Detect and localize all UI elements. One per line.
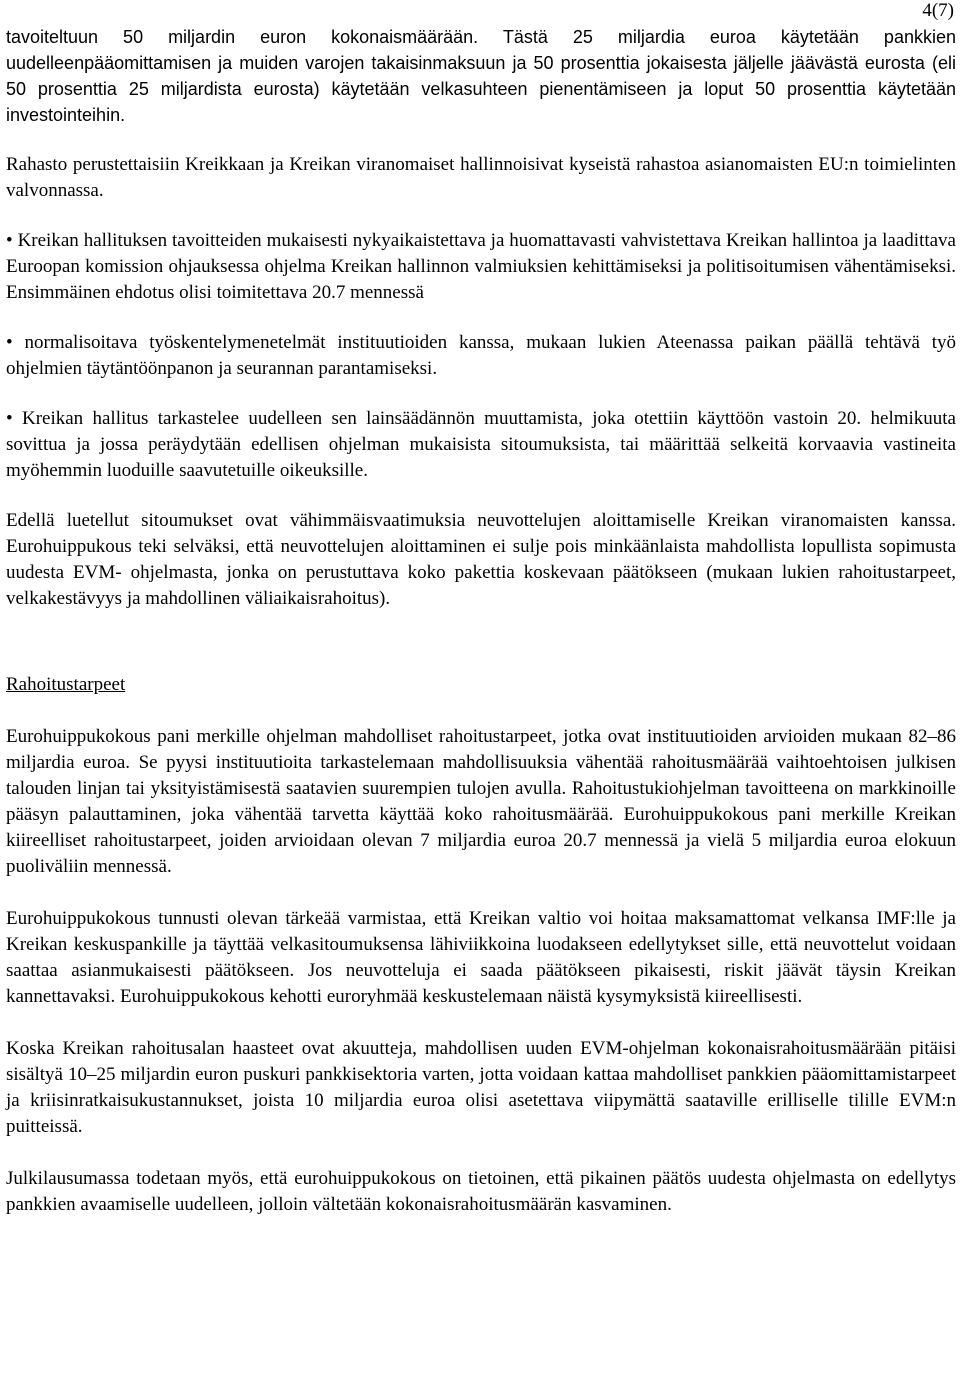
bullet-item-working-methods: • normalisoitava työskentelymenetelmät instituutioiden kanssa, mukaan lukien Ateenassa paikan päällä tehtävä työ ohjelmien täytäntöönpanon ja seurannan parantamiseksi. bbox=[6, 332, 956, 379]
bullet-item-legislation-review: • Kreikan hallitus tarkastelee uudelleen sen lainsäädännön muuttamista, joka otettiin käyttöön vastoin 20. helmikuuta sovittua ja jossa peräydytään edellisen ohjelman mukaisista sitoumuksista, tai määrittää selkeitä korvaavia vastineita myöhemmin luoduille saavutetuille oikeuksille. bbox=[6, 408, 956, 481]
bullet-item-administration-reform: • Kreikan hallituksen tavoitteiden mukaisesti nykyaikaistettava ja huomattavasti vahvistettava Kreikan hallintoa ja laadittava Euroopan komission ohjauksessa ohjelma Kreikan hallinnon valmiuksien kehittämiseksi ja politisoitumisen vähentämiseksi. Ensimmäinen ehdotus olisi toimitettava 20.7 mennessä bbox=[6, 230, 956, 303]
paragraph-commitments: Edellä luetellut sitoumukset ovat vähimmäisvaatimuksia neuvottelujen aloittamiselle Kreikan viranomaisten kanssa. Eurohuippukous teki selväksi, että neuvottelujen aloittaminen ei sulje pois minkäänlaista mahdollista lopullista sopimusta uudesta EVM- ohjelmasta, jonka on perustuttava koko pakettia koskevaan päätökseen (mukaan lukien rahoitustarpeet, velkakestävyys ja mahdollinen väliaikaisrahoitus). bbox=[6, 510, 956, 609]
paragraph-declaration: Julkilausumassa todetaan myös, että eurohuippukokous on tietoinen, että pikainen päätös uudesta ohjelmasta on edellytys pankkien avaamiselle uudelleen, jolloin vältetään kokonaisrahoitusmäärän kasvaminen. bbox=[6, 1168, 956, 1215]
paragraph-fund-administration: Rahasto perustettaisiin Kreikkaan ja Kreikan viranomaiset hallinnoisivat kyseistä rahastoa asianomaisten EU:n toimielinten valvonnassa. bbox=[6, 154, 956, 201]
paragraph-imf-obligations: Eurohuippukokous tunnusti olevan tärkeää varmistaa, että Kreikan valtio voi hoitaa maksamattomat velkansa IMF:lle ja Kreikan keskuspankille ja täyttää velkasitoumuksensa lähiviikkoina luodakseen edellytykset sille, että neuvottelut voidaan saattaa asianmukaisesti päätökseen. Jos neuvotteluja ei saada päätökseen pikaisesti, riskit jäävät täysin Kreikan kannettavaksi. Eurohuippukokous kehotti euroryhmää keskustelemaan näistä kysymyksistä kiireellisesti. bbox=[6, 908, 956, 1007]
page-number: 4(7) bbox=[922, 0, 954, 21]
paragraph-fund-allocation: tavoiteltuun 50 miljardin euron kokonaismäärään. Tästä 25 miljardia euroa käytetään pankkien uudelleenpääomittamisen ja muiden varojen takaisinmaksuun ja 50 prosenttia jokaisesta jäljelle jäävästä eurosta (eli 50 prosenttia 25 miljardista eurosta) käytetään velkasuhteen pienentämiseen ja loput 50 prosenttia käytetään investointeihin. bbox=[6, 27, 956, 125]
section-heading-financing-needs: Rahoitustarpeet bbox=[6, 674, 126, 695]
document-body bbox=[6, 24, 956, 1218]
paragraph-financing-needs: Eurohuippukokous pani merkille ohjelman mahdolliset rahoitustarpeet, jotka ovat instituutioiden arvioiden mukaan 82–86 miljardia euroa. Se pyysi instituutioita tarkastelemaan mahdollisuuksia vähentää rahoitusmäärää vaihtoehtoisen julkisen talouden linjan tai yksityistämisestä saatavien suurempien tulojen avulla. Rahoitustukiohjelman tavoitteena on markkinoille pääsyn palauttaminen, joka vähentää tarvetta käyttää koko rahoitusmäärää. Eurohuippukokous pani merkille Kreikan kiireelliset rahoitustarpeet, joiden arvioidaan olevan 7 miljardia euroa 20.7 mennessä ja vielä 5 miljardia euroa elokuun puoliväliin mennessä. bbox=[6, 726, 956, 877]
paragraph-banking-buffer: Koska Kreikan rahoitusalan haasteet ovat akuutteja, mahdollisen uuden EVM-ohjelman kokonaisrahoitusmäärään pitäisi sisältyä 10–25 miljardin euron puskuri pankkisektoria varten, jotta voidaan kattaa mahdolliset pankkien pääomittamistarpeet ja kriisinratkaisukustannukset, joista 10 miljardia euroa olisi asetettava viipymättä saataville erilliselle tilille EVM:n puitteissä. bbox=[6, 1038, 956, 1137]
